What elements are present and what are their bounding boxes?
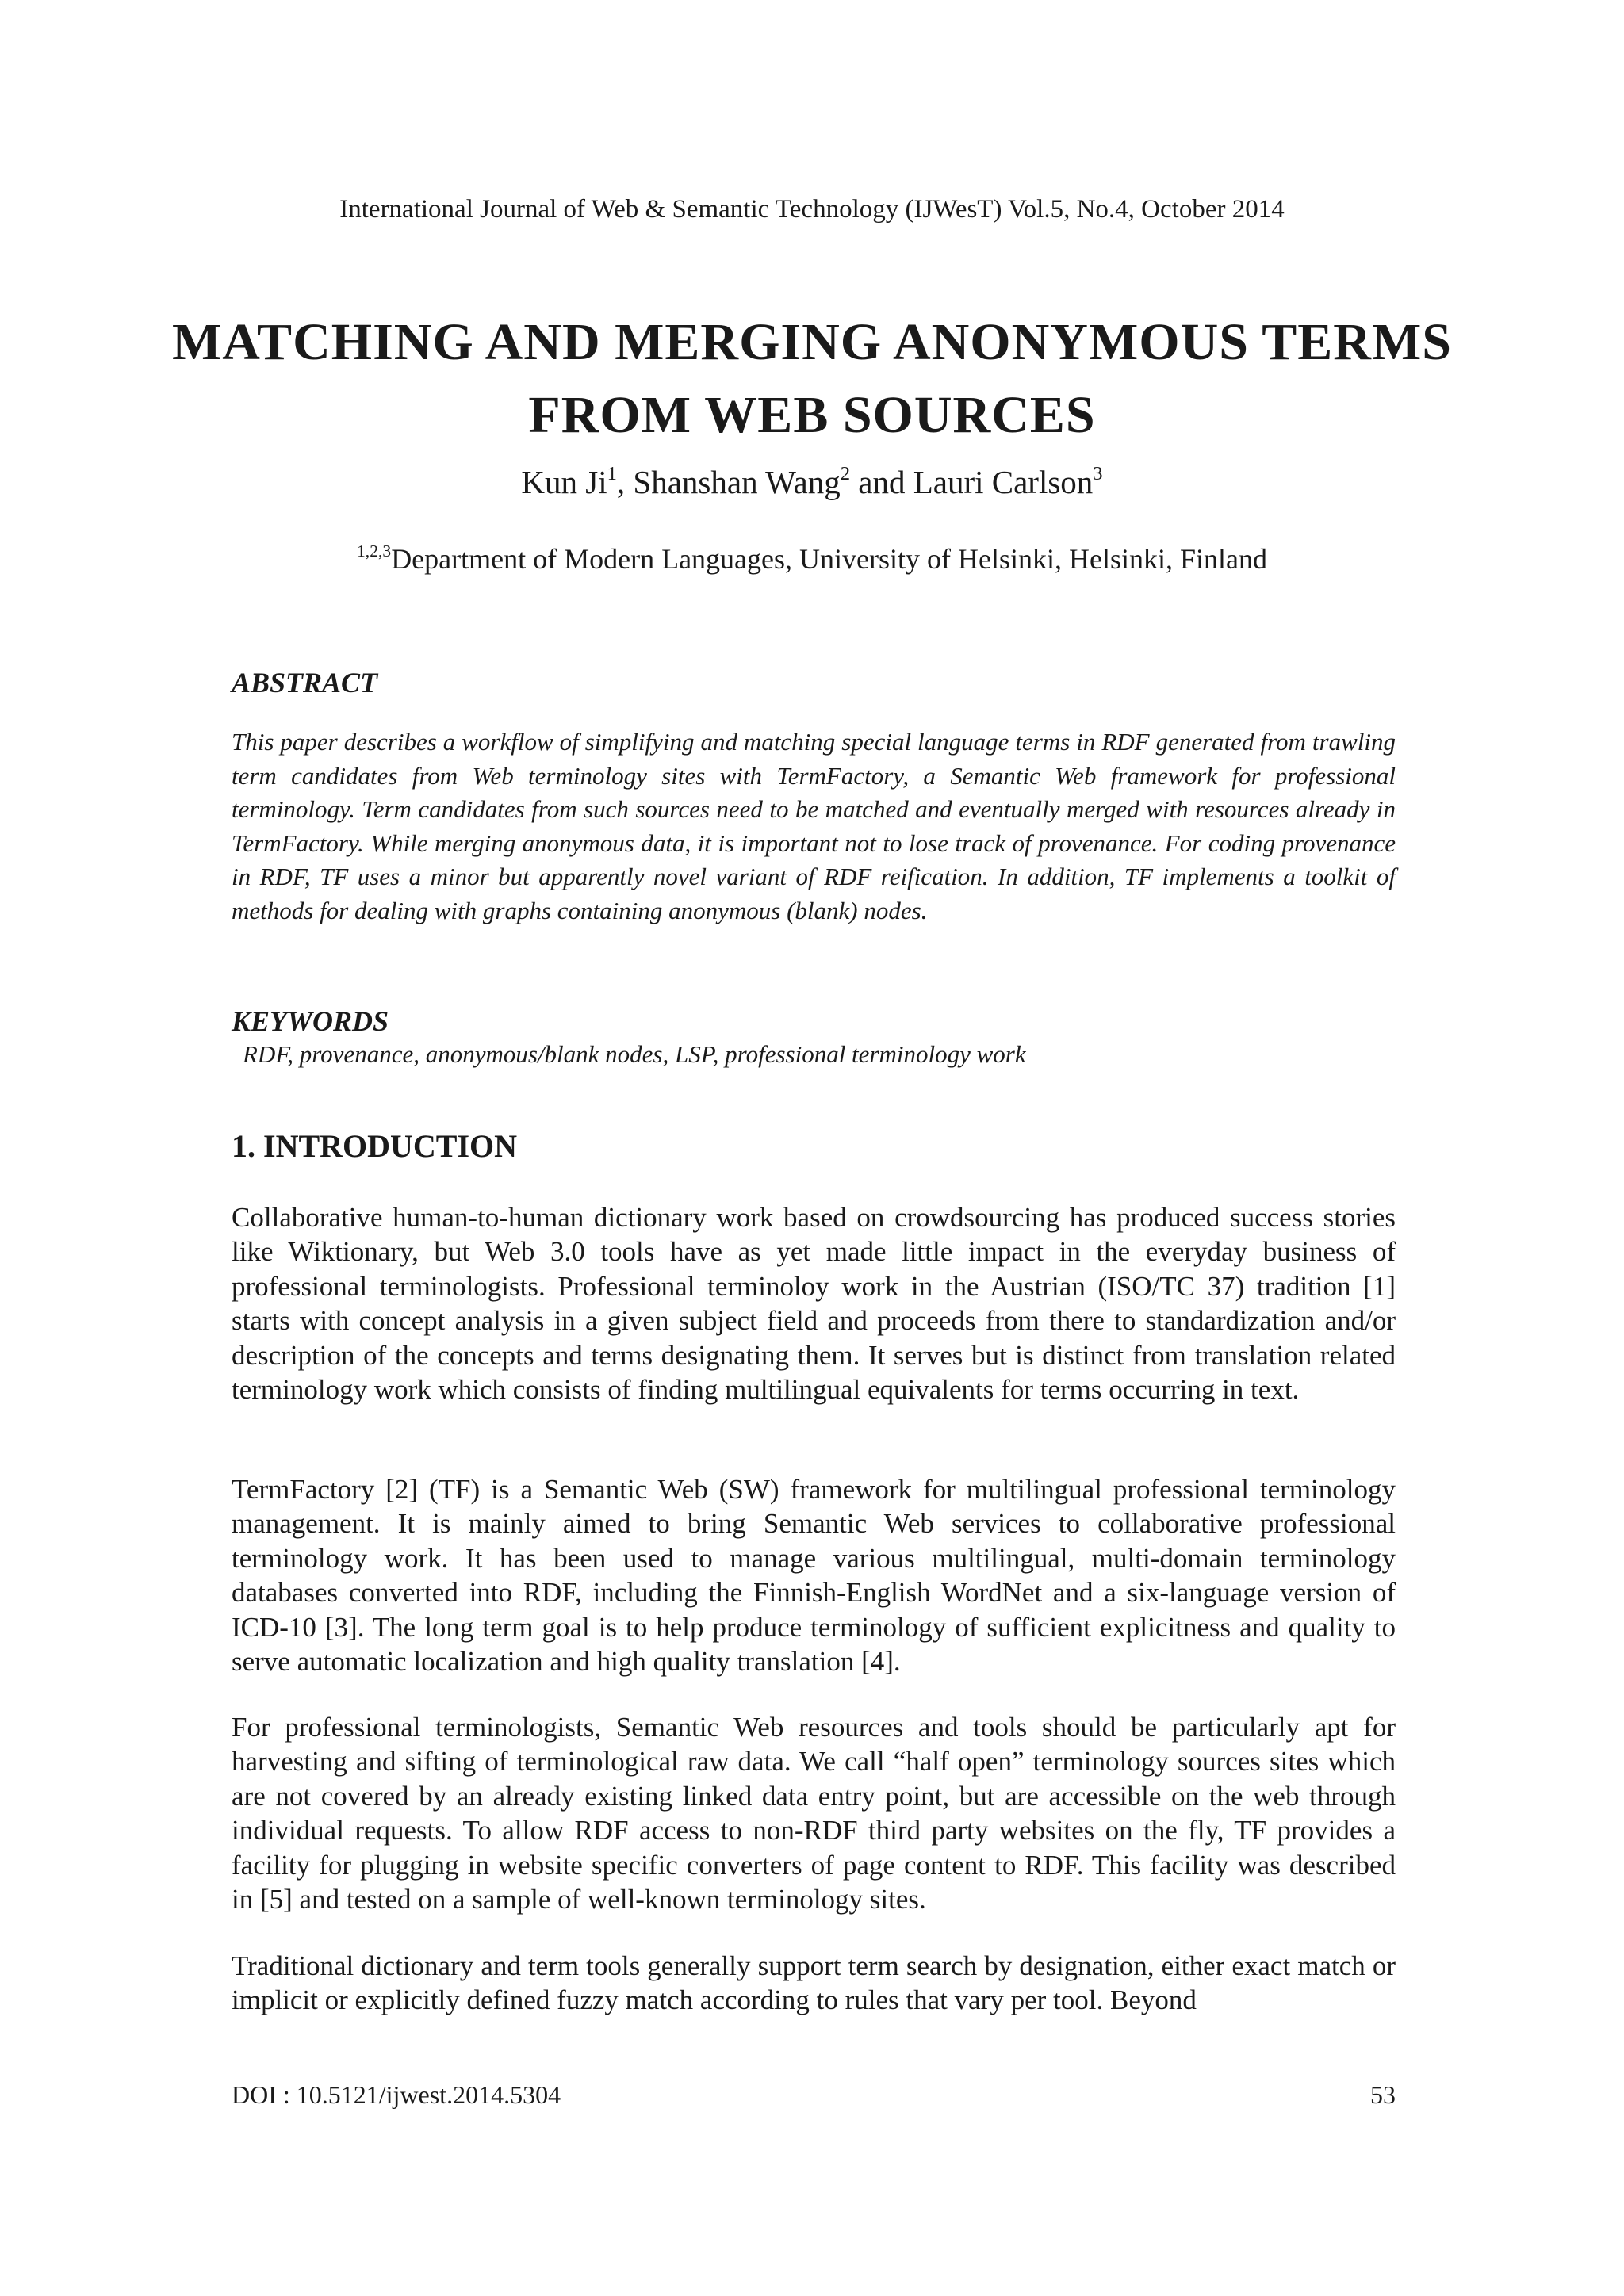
running-head: International Journal of Web & Semantic Technology (IJWesT) Vol.5, No.4, October 2014 — [339, 195, 1285, 224]
intro-paragraph-1: Collaborative human-to-human dictionary work based on crowdsourcing has produced success stories like Wiktionary, but Web 3.0 tools have as yet made little impact in the everyday business of professional terminologists. Professional terminoloy work in the Austrian (ISO/TC 37) tradition [1] starts with concept analysis in a given subject field and proceeds from there to standardization and/or description of the concepts and terms designating them. It serves but is distinct from translation related terminology work which consists of finding multilingual equivalents for terms occurring in text. — [232, 1202, 1396, 1406]
affiliation-mark: 1,2,3 — [357, 541, 392, 561]
author-name: Kun Ji — [521, 464, 607, 500]
intro-paragraph-3: For professional terminologists, Semantic Web resources and tools should be particularly apt for harvesting and sifting of terminological raw data. We call “half open” terminology sources sites which are not covered by an already existing linked data entry point, but are accessible on the web through individual requests. To allow RDF access to non-RDF third party websites on the fly, TF provides a facility for plugging in website specific converters of page content to RDF. This facility was described in [5] and tested on a sample of well-known terminology sites. — [232, 1712, 1396, 1915]
author-list — [0, 463, 1624, 501]
section-heading-introduction: 1. INTRODUCTION — [232, 1128, 518, 1164]
intro-paragraph-4: Traditional dictionary and term tools generally support term search by designation, either exact match or implicit or explicitly defined fuzzy match according to rules that vary per tool. Beyond — [232, 1950, 1396, 2016]
author-affiliation-mark: 1 — [607, 462, 617, 484]
author-name: Shanshan Wang — [633, 464, 841, 500]
author-separator: and — [850, 464, 914, 500]
author-separator: , — [616, 464, 634, 500]
intro-paragraph-2: TermFactory [2] (TF) is a Semantic Web (SW) framework for multilingual professional terminology management. It is mainly aimed to bring Semantic Web services to collaborative professional terminology work. It has been used to manage various multilingual, multi-domain terminology databases converted into RDF, including the Finnish-English WordNet and a six-language version of ICD-10 [3]. The long term goal is to help produce terminology of sufficient explicitness and quality to serve automatic localization and high quality translation [4]. — [232, 1474, 1396, 1678]
author-name: Lauri Carlson — [913, 464, 1094, 500]
author-affiliation-mark: 2 — [840, 462, 850, 484]
title-line-2: FROM WEB SOURCES — [528, 386, 1096, 444]
abstract-body: This paper describes a workflow of simplifying and matching special language terms in RDF generated from trawling term candidates from Web terminology sites with TermFactory, a Semantic Web framework for professional terminology. Term candidates from such sources need to be matched and eventually merged with resources already in TermFactory. While merging anonymous data, it is important not to lose track of provenance. For coding provenance in RDF, TF uses a minor but apparently novel variant of RDF reification. In addition, TF implements a toolkit of methods for dealing with graphs containing anonymous (blank) nodes. — [232, 728, 1396, 924]
page-number: 53 — [1370, 2080, 1396, 2109]
affiliation-text: Department of Modern Languages, University of Helsinki, Helsinki, Finland — [391, 543, 1267, 575]
abstract-heading: ABSTRACT — [232, 667, 378, 698]
affiliation — [0, 542, 1624, 576]
title-line-1: MATCHING AND MERGING ANONYMOUS TERMS — [172, 313, 1452, 371]
keywords-body: RDF, provenance, anonymous/blank nodes, LSP, professional terminology work — [243, 1040, 1026, 1068]
paper-title — [0, 306, 1624, 452]
keywords-heading: KEYWORDS — [232, 1005, 389, 1037]
footer-doi: DOI : 10.5121/ijwest.2014.5304 — [232, 2080, 561, 2109]
author-affiliation-mark: 3 — [1093, 462, 1103, 484]
